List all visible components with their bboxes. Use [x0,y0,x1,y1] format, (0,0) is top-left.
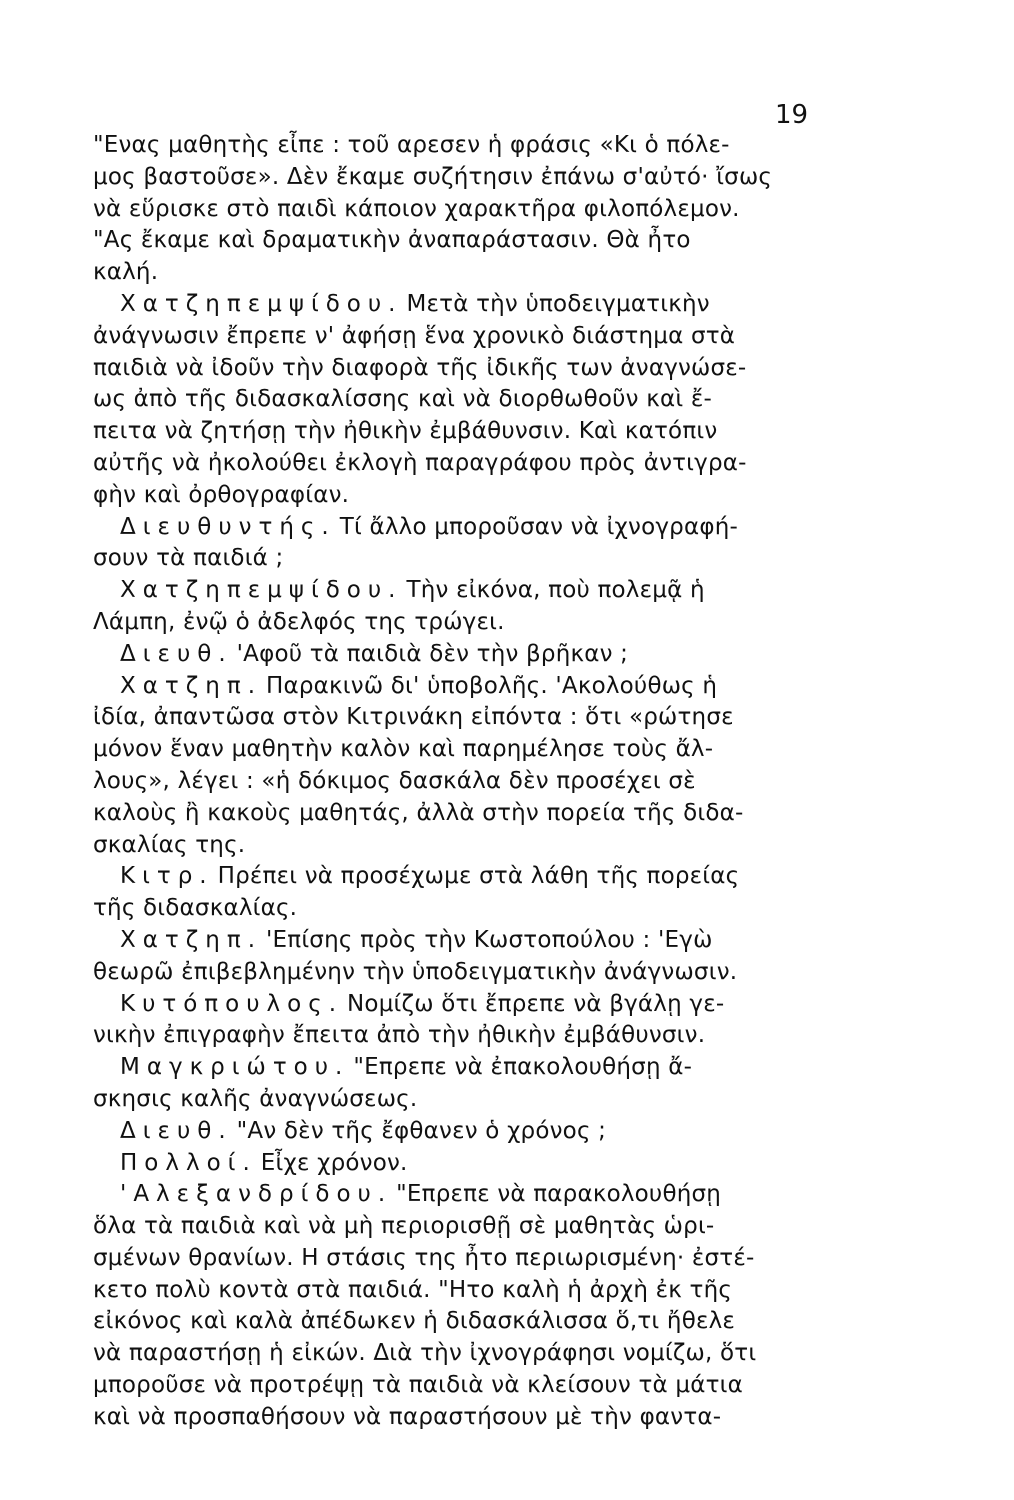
line-text: νὰ παραστήσῃ ἡ εἰκών. Διὰ τὴν ἰχνογράφησι νομίζω, ὅτι [93,1340,757,1367]
text-line [93,702,813,734]
text-line [93,1211,813,1243]
speaker-name: Χατζηπεμψίδου. [120,290,403,317]
text-line [93,575,813,607]
line-text: ὅλα τὰ παιδιὰ καὶ νὰ μὴ περιορισθῇ σὲ μαθητὰς ὡρι- [93,1213,715,1240]
text-line [93,989,813,1021]
line-text: λους», λέγει : «ἡ δόκιμος δασκάλα δὲν προσέχει σὲ [93,767,696,794]
line-text: νὰ εὕρισκε στὸ παιδὶ κάποιον χαρακτῆρα φιλοπόλεμον. [93,195,740,222]
line-text: εἰκόνος καὶ καλὰ ἀπέδωκεν ἡ διδασκάλισσα ὅ,τι ἤθελε [93,1308,736,1335]
line-text: καλοὺς ἢ κακοὺς μαθητάς, ἀλλὰ στὴν πορεία τῆς διδα- [93,799,744,826]
line-text: σκαλίας της. [93,831,246,858]
line-text: μος βαστοῦσε». Δὲν ἔκαμε συζήτησιν ἐπάνω σ'αὐτό· ἴσως [93,163,773,190]
line-text: ἀνάγνωσιν ἔπρεπε ν' ἀφήσῃ ἕνα χρονικὸ διάστημα στὰ [93,322,736,349]
text-line [93,766,813,798]
text-line [93,1084,813,1116]
text-line [93,671,813,703]
line-text: "Αν δὲν τῆς ἔφθανεν ὁ χρόνος ; [236,1117,607,1144]
line-text: 'Επίσης πρὸς τὴν Κωστοπούλου : 'Εγὼ [266,926,713,953]
text-line [93,1116,813,1148]
speaker-name: Χατζηπ. [120,672,263,699]
text-line [93,639,813,671]
line-text: καὶ νὰ προσπαθήσουν νὰ παραστήσουν μὲ τὴν φαντα- [93,1403,722,1430]
line-text: Νομίζω ὅτι ἔπρεπε νὰ βγάλῃ γε- [347,990,725,1017]
line-text: σουν τὰ παιδιά ; [93,545,284,572]
text-line [93,257,813,289]
line-text: Παρακινῶ δι' ὑποβολῆς. 'Ακολούθως ἡ [266,672,718,699]
text-line [93,353,813,385]
speaker-name: Μαγκριώτου. [120,1054,350,1081]
speaker-name: Διευθυντής. [120,513,336,540]
line-text: ἰδία, ἀπαντῶσα στὸν Κιτρινάκη εἰπόντα : ὅτι «ρώτησε [93,704,734,731]
page-number: 19 [775,100,809,130]
text-line [93,1020,813,1052]
line-text: "Επρεπε νὰ παρακολουθήσῃ [396,1181,722,1208]
speaker-name: Κιτρ. [120,863,214,890]
line-text: φὴν καὶ ὀρθογραφίαν. [93,481,350,508]
line-text: Τί ἄλλο μποροῦσαν νὰ ἰχνογραφή- [339,513,738,540]
speaker-name: 'Αλεξανδρίδου. [120,1181,393,1208]
text-line [93,1243,813,1275]
text-line [93,1275,813,1307]
text-line [93,1052,813,1084]
line-text: μποροῦσε νὰ προτρέψῃ τὰ παιδιὰ νὰ κλείσουν τὰ μάτια [93,1372,743,1399]
text-line [93,225,813,257]
line-text: θεωρῶ ἐπιβεβλημένην τὴν ὑποδειγματικὴν ἀνάγνωσιν. [93,958,738,985]
text-line [93,607,813,639]
line-text: σμένων θρανίων. Η στάσις της ἦτο περιωρισμένη· ἐστέ- [93,1244,755,1271]
text-line [93,1370,813,1402]
line-text: αὐτῆς νὰ ἠκολούθει ἐκλογὴ παραγράφου πρὸς ἀντιγρα- [93,449,747,476]
line-text: μόνον ἕναν μαθητὴν καλὸν καὶ παρημέλησε τοὺς ἄλ- [93,736,714,763]
text-line [93,798,813,830]
line-text: Τὴν εἰκόνα, ποὺ πολεμᾷ ἡ [406,577,705,604]
text-line [93,1179,813,1211]
text-line [93,1338,813,1370]
line-text: κετο πολὺ κοντὰ στὰ παιδιά. "Ητο καλὴ ἡ ἀρχὴ ἐκ τῆς [93,1276,733,1303]
speaker-name: Χατζηπεμψίδου. [120,577,403,604]
speaker-name: Διευθ. [120,1117,233,1144]
text-line [93,480,813,512]
speaker-name: Πολλοί. [120,1149,257,1176]
text-line [93,512,813,544]
line-text: Λάμπη, ἐνῷ ὁ ἀδελφός της τρώγει. [93,608,505,635]
text-line [93,448,813,480]
text-line [93,861,813,893]
text-line [93,543,813,575]
text-line [93,830,813,862]
speaker-name: Κυτόπουλος. [120,990,344,1017]
line-text: Εἶχε χρόνον. [260,1149,408,1176]
speaker-name: Χατζηπ. [120,926,263,953]
line-text: νικὴν ἐπιγραφὴν ἔπειτα ἀπὸ τὴν ἠθικὴν ἐμβάθυνσιν. [93,1022,706,1049]
line-text: "Επρεπε νὰ ἐπακολουθήσῃ ἄ- [353,1054,693,1081]
line-text: "Ενας μαθητὴς εἶπε : τοῦ αρεσεν ἡ φράσις «Κι ὁ πόλε- [93,132,730,158]
text-line [93,893,813,925]
body-text [93,130,813,1434]
text-line [93,925,813,957]
line-text: ως ἀπὸ τῆς διδασκαλίσσης καὶ νὰ διορθωθοῦν καὶ ἔ- [93,386,712,413]
text-line [93,162,813,194]
text-line [93,130,813,162]
text-line [93,194,813,226]
line-text: σκησις καλῆς ἀναγνώσεως. [93,1085,418,1112]
text-line [93,416,813,448]
line-text: παιδιὰ νὰ ἰδοῦν τὴν διαφορὰ τῆς ἰδικῆς των ἀναγνώσε- [93,354,747,381]
text-line [93,289,813,321]
line-text: καλή. [93,259,159,286]
speaker-name: Διευθ. [120,640,233,667]
text-line [93,321,813,353]
text-line [93,1402,813,1434]
line-text: 'Αφοῦ τὰ παιδιὰ δὲν τὴν βρῆκαν ; [236,640,629,667]
text-line [93,957,813,989]
line-text: Μετὰ τὴν ὑποδειγματικὴν [406,290,710,317]
line-text: πειτα νὰ ζητήσῃ τὴν ἠθικὴν ἐμβάθυνσιν. Καὶ κατόπιν [93,418,718,445]
text-line [93,1148,813,1180]
text-line [93,384,813,416]
line-text: "Ας ἔκαμε καὶ δραματικὴν ἀναπαράστασιν. Θὰ ἦτο [93,227,691,254]
text-line [93,1306,813,1338]
text-line [93,734,813,766]
line-text: τῆς διδασκαλίας. [93,895,298,922]
line-text: Πρέπει νὰ προσέχωμε στὰ λάθη τῆς πορείας [217,863,740,890]
